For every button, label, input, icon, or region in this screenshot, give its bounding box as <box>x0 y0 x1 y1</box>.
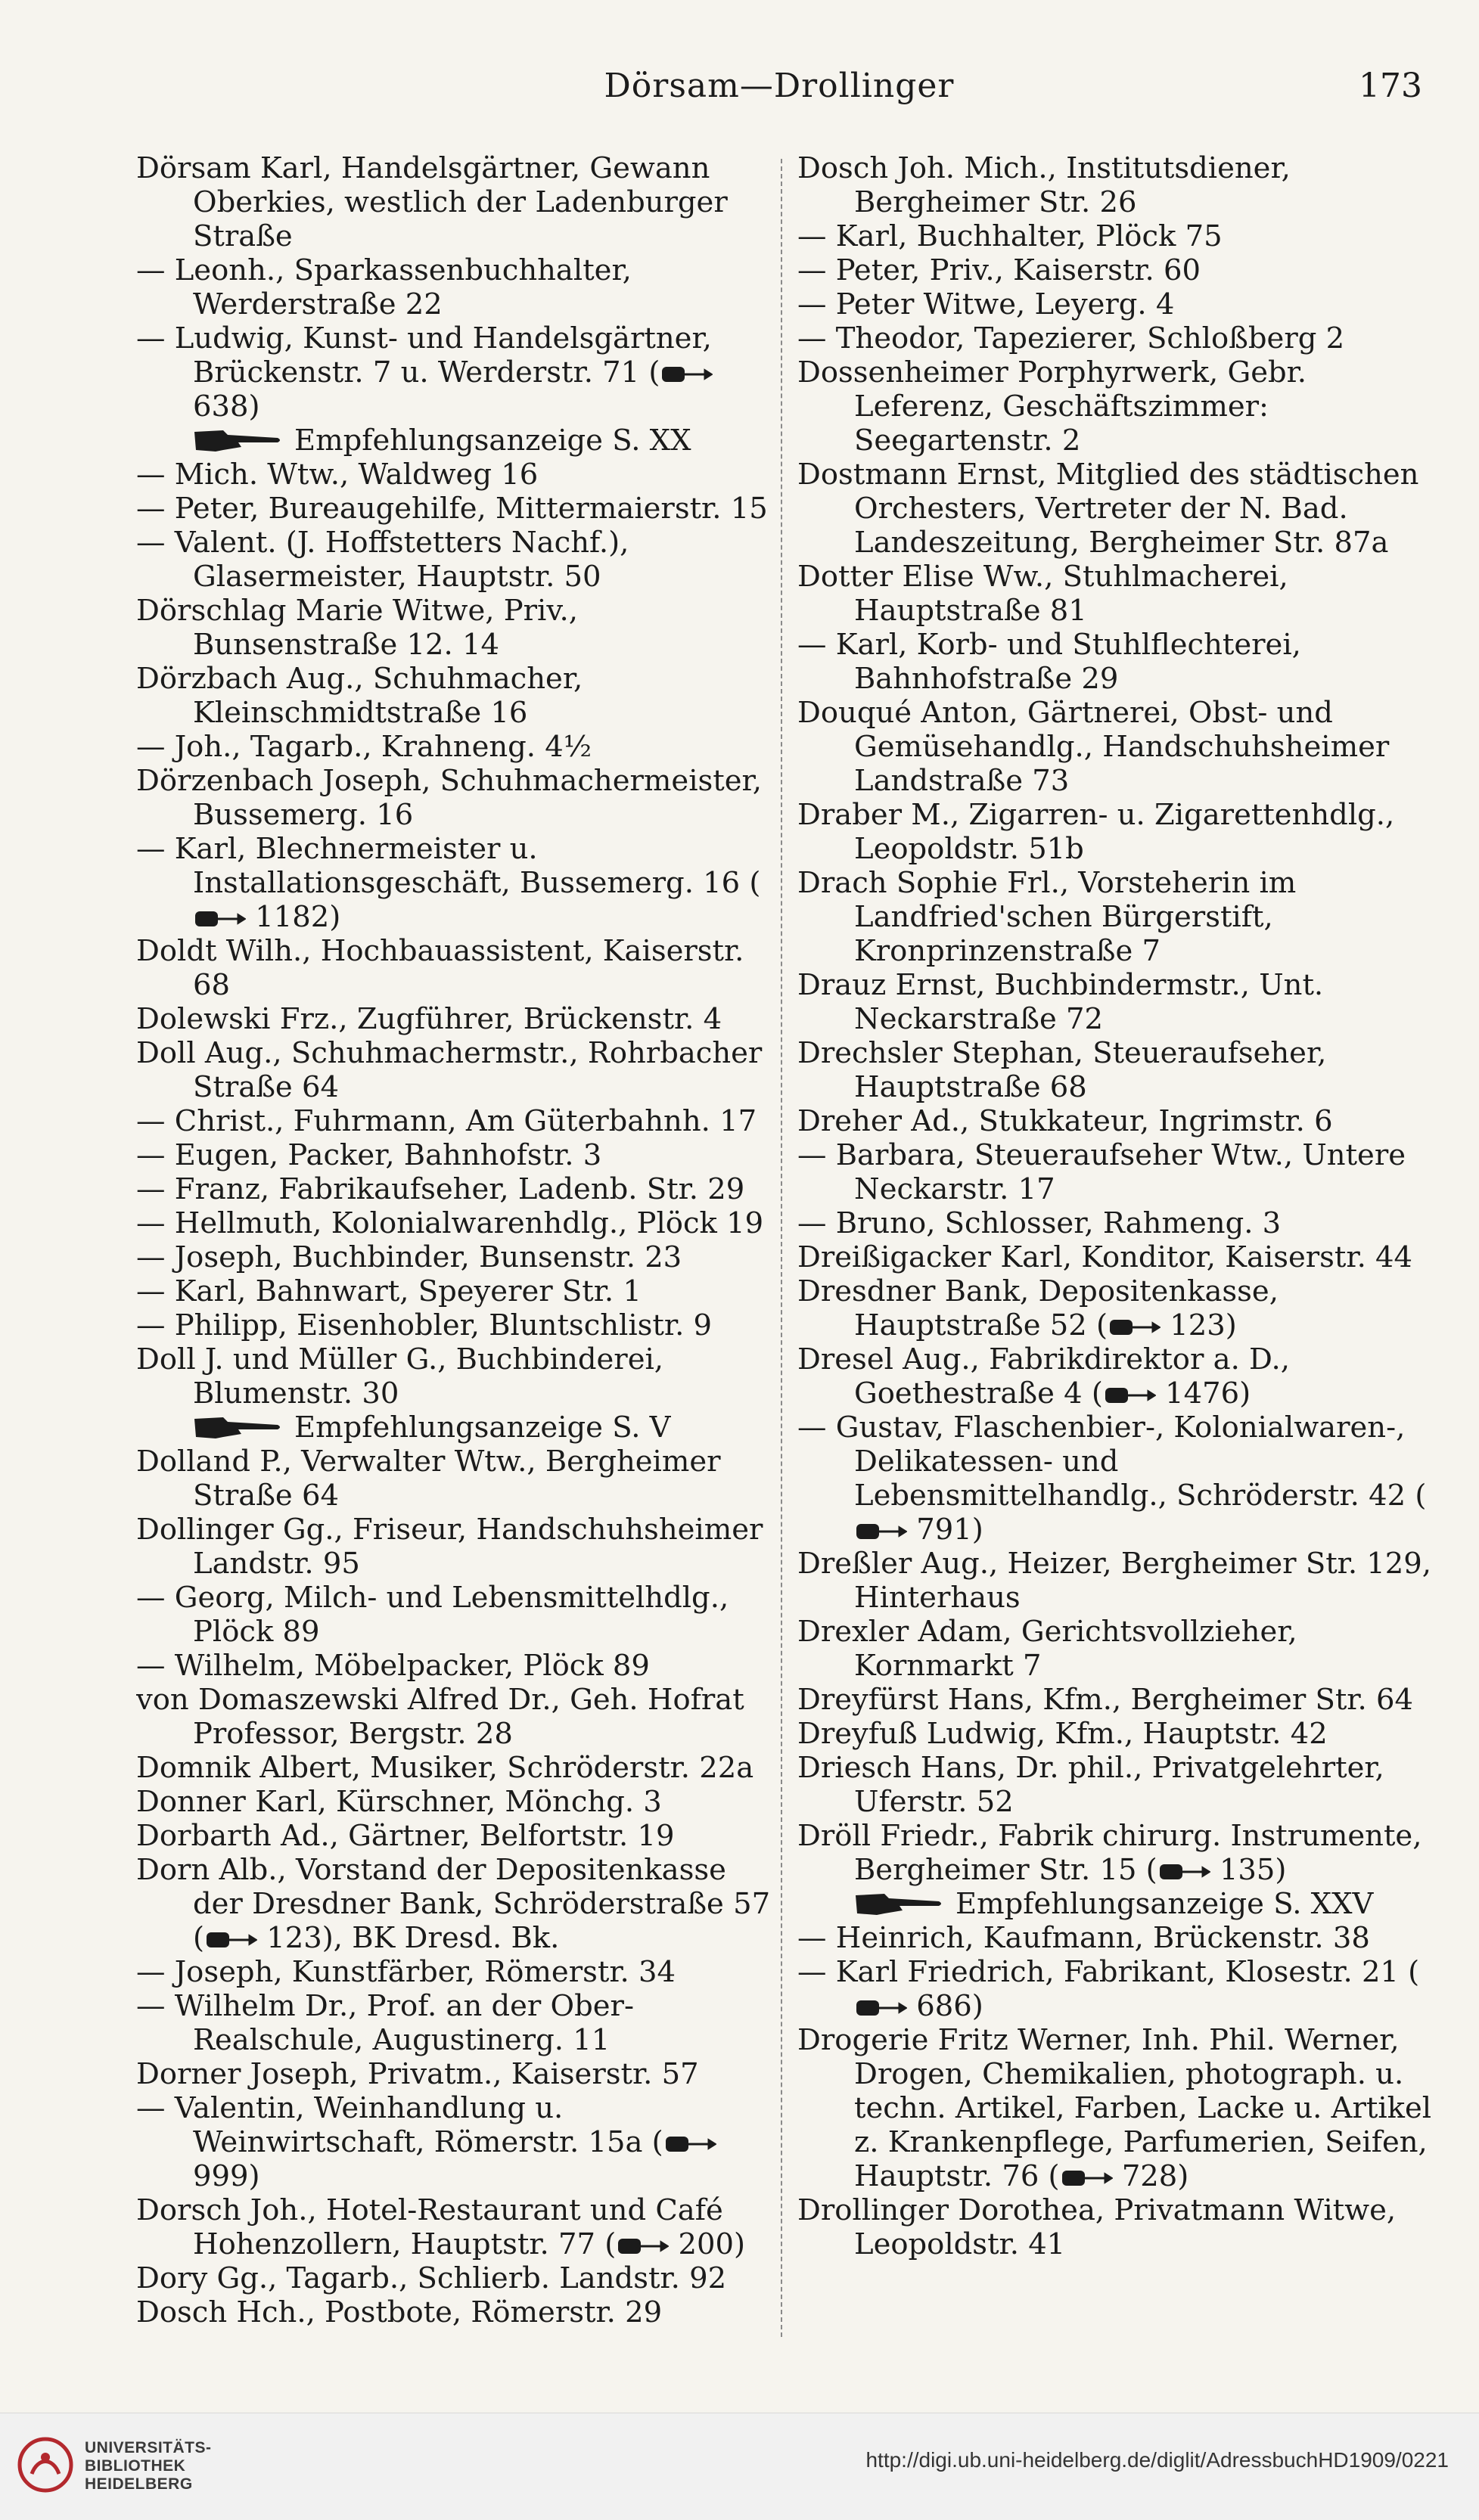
telephone-icon <box>616 2236 669 2256</box>
directory-entry: Dollinger Gg., Friseur, Handschuhsheimer Landstr. 95 <box>136 1513 763 1581</box>
directory-entry: — Georg, Milch- und Lebensmittelhdlg., Plöck 89 <box>136 1581 729 1649</box>
directory-entry: — Bruno, Schlosser, Rahmeng. 3 <box>797 1206 1282 1240</box>
directory-entry: Empfehlungsanzeige S. XXV <box>797 1887 1437 1921</box>
directory-entry: Drexler Adam, Gerichtsvollzieher, Kornmarkt 7 <box>797 1615 1297 1683</box>
source-url-link[interactable]: http://digi.ub.uni-heidelberg.de/diglit/AdressbuchHD1909/0221 <box>865 2448 1449 2472</box>
directory-entry: Dorner Joseph, Privatm., Kaiserstr. 57 <box>136 2057 699 2091</box>
telephone-icon <box>854 1998 907 2018</box>
directory-entry: — Gustav, Flaschenbier-, Kolonialwaren-, Delikatessen- und Lebensmittelhandlg., Schröderstr. 42 ( 791) <box>797 1411 1427 1547</box>
telephone-icon <box>1157 1862 1210 1882</box>
library-name-line: UNIVERSITÄTS- <box>85 2439 212 2456</box>
directory-entry: Dresel Aug., Fabrikdirektor a. D., Goethestraße 4 ( 1476) <box>797 1342 1291 1411</box>
directory-entry: — Joseph, Buchbinder, Bunsenstr. 23 <box>136 1240 682 1274</box>
directory-entry: — Christ., Fuhrmann, Am Güterbahnh. 17 <box>136 1104 757 1138</box>
directory-entry: Dröll Friedr., Fabrik chirurg. Instrumente, Bergheimer Str. 15 ( 135) <box>797 1819 1422 1887</box>
directory-entry: Douqué Anton, Gärtnerei, Obst- und Gemüsehandlg., Handschuhsheimer Landstraße 73 <box>797 696 1390 798</box>
column-divider <box>781 159 782 2337</box>
telephone-icon <box>1103 1386 1156 1405</box>
directory-entry: — Hellmuth, Kolonialwarenhdlg., Plöck 19 <box>136 1206 764 1240</box>
directory-entry: Dreßler Aug., Heizer, Bergheimer Str. 129, Hinterhaus <box>797 1547 1432 1615</box>
pointing-hand-icon <box>193 1414 284 1440</box>
directory-entry: — Peter, Bureaugehilfe, Mittermaierstr. 15 <box>136 492 768 526</box>
footer-bar <box>0 2413 1479 2520</box>
directory-entry: Dörzenbach Joseph, Schuhmachermeister, Bussemerg. 16 <box>136 764 762 832</box>
right-column <box>797 151 1437 2261</box>
directory-entry: — Valent. (J. Hoffstetters Nachf.), Glasermeister, Hauptstr. 50 <box>136 526 629 594</box>
directory-entry: Dreyfürst Hans, Kfm., Bergheimer Str. 64 <box>797 1683 1413 1717</box>
directory-entry: — Karl, Korb- und Stuhlflechterei, Bahnhofstraße 29 <box>797 628 1301 696</box>
directory-entry: Empfehlungsanzeige S. V <box>136 1411 779 1445</box>
directory-entry: — Valentin, Weinhandlung u. Weinwirtschaft, Römerstr. 15a ( 999) <box>136 2091 779 2193</box>
directory-entry: — Theodor, Tapezierer, Schloßberg 2 <box>797 321 1345 355</box>
directory-entry: Dresdner Bank, Depositenkasse, Hauptstraße 52 ( 123) <box>797 1274 1279 1342</box>
running-title: Dörsam—Drollinger <box>604 67 955 105</box>
directory-entry: Doll J. und Müller G., Buchbinderei, Blumenstr. 30 <box>136 1342 664 1411</box>
directory-entry: — Heinrich, Kaufmann, Brückenstr. 38 <box>797 1921 1370 1955</box>
directory-entry: — Peter, Priv., Kaiserstr. 60 <box>797 253 1201 287</box>
telephone-icon <box>193 909 246 929</box>
page-header <box>136 67 1422 119</box>
directory-entry: Dosch Joh. Mich., Institutsdiener, Bergheimer Str. 26 <box>797 151 1291 219</box>
directory-entry: — Franz, Fabrikaufseher, Ladenb. Str. 29 <box>136 1172 745 1206</box>
directory-entry: Donner Karl, Kürschner, Mönchg. 3 <box>136 1785 662 1819</box>
directory-entry: — Joh., Tagarb., Krahneng. 4½ <box>136 730 592 764</box>
directory-entry: — Wilhelm Dr., Prof. an der Ober-Realschule, Augustinerg. 11 <box>136 1989 634 2057</box>
directory-entry: Dostmann Ernst, Mitglied des städtischen Orchesters, Vertreter der N. Bad. Landeszeitung, Bergheimer Str. 87a <box>797 458 1419 560</box>
telephone-icon <box>1108 1317 1161 1337</box>
directory-entry: — Peter Witwe, Leyerg. 4 <box>797 287 1175 321</box>
directory-entry: Drach Sophie Frl., Vorsteherin im Landfried'schen Bürgerstift, Kronprinzenstraße 7 <box>797 866 1297 968</box>
left-column <box>136 151 779 2329</box>
telephone-icon <box>660 365 713 384</box>
directory-entry: Doll Aug., Schuhmachermstr., Rohrbacher Straße 64 <box>136 1036 763 1104</box>
telephone-icon <box>663 2134 716 2154</box>
directory-entry: Dory Gg., Tagarb., Schlierb. Landstr. 92 <box>136 2261 727 2295</box>
directory-entry: Dörschlag Marie Witwe, Priv., Bunsenstraße 12. 14 <box>136 594 579 662</box>
library-name-line: HEIDELBERG <box>85 2475 193 2493</box>
directory-entry: — Joseph, Kunstfärber, Römerstr. 34 <box>136 1955 676 1989</box>
pointing-hand-icon <box>854 1891 945 1916</box>
directory-entry: — Karl, Blechnermeister u. Installationsgeschäft, Bussemerg. 16 ( 1182) <box>136 832 761 934</box>
directory-entry: — Ludwig, Kunst- und Handelsgärtner, Brückenstr. 7 u. Werderstr. 71 ( 638) <box>136 321 712 424</box>
directory-entry: — Eugen, Packer, Bahnhofstr. 3 <box>136 1138 602 1172</box>
directory-entry: Empfehlungsanzeige S. XX <box>136 424 779 458</box>
library-name <box>85 2439 212 2494</box>
directory-entry: — Mich. Wtw., Waldweg 16 <box>136 458 539 492</box>
directory-entry: Dotter Elise Ww., Stuhlmacherei, Hauptstraße 81 <box>797 560 1288 628</box>
directory-entry: — Leonh., Sparkassenbuchhalter, Werderstraße 22 <box>136 253 632 321</box>
directory-entry: — Wilhelm, Möbelpacker, Plöck 89 <box>136 1649 650 1683</box>
directory-entry: Drechsler Stephan, Steueraufseher, Hauptstraße 68 <box>797 1036 1327 1104</box>
directory-entry: Dorn Alb., Vorstand der Depositenkasse der Dresdner Bank, Schröderstraße 57 ( 123), BK Dresd. Bk. <box>136 1853 771 1955</box>
directory-entry: Dorsch Joh., Hotel-Restaurant und Café Hohenzollern, Hauptstr. 77 ( 200) <box>136 2193 745 2261</box>
directory-entry: Drollinger Dorothea, Privatmann Witwe, Leopoldstr. 41 <box>797 2193 1397 2261</box>
telephone-icon <box>1060 2168 1113 2188</box>
directory-entry: Doldt Wilh., Hochbauassistent, Kaiserstr. 68 <box>136 934 744 1002</box>
directory-entry: Dosch Hch., Postbote, Römerstr. 29 <box>136 2295 663 2329</box>
directory-entry: Dreyfuß Ludwig, Kfm., Hauptstr. 42 <box>797 1717 1328 1751</box>
directory-entry: Draber M., Zigarren- u. Zigarettenhdlg., Leopoldstr. 51b <box>797 798 1395 866</box>
library-name-line: BIBLIOTHEK <box>85 2457 186 2475</box>
directory-entry: Domnik Albert, Musiker, Schröderstr. 22a <box>136 1751 754 1785</box>
directory-entry: — Karl, Buchhalter, Plöck 75 <box>797 219 1223 253</box>
directory-entry: Dolewski Frz., Zugführer, Brückenstr. 4 <box>136 1002 722 1036</box>
university-library-logo-icon <box>15 2435 76 2495</box>
directory-entry: — Philipp, Eisenhobler, Bluntschlistr. 9 <box>136 1308 713 1342</box>
directory-entry: Dorbarth Ad., Gärtner, Belfortstr. 19 <box>136 1819 675 1853</box>
directory-entry: Dörsam Karl, Handelsgärtner, Gewann Oberkies, westlich der Ladenburger Straße <box>136 151 728 253</box>
directory-entry: von Domaszewski Alfred Dr., Geh. Hofrat Professor, Bergstr. 28 <box>136 1683 744 1751</box>
directory-entry: Dörzbach Aug., Schuhmacher, Kleinschmidtstraße 16 <box>136 662 583 730</box>
page-number: 173 <box>1359 67 1422 105</box>
directory-entry: Drauz Ernst, Buchbindermstr., Unt. Neckarstraße 72 <box>797 968 1324 1036</box>
telephone-icon <box>854 1522 907 1541</box>
pointing-hand-icon <box>193 427 284 453</box>
directory-entry: — Karl Friedrich, Fabrikant, Klosestr. 21 ( 686) <box>797 1955 1420 2023</box>
directory-entry: Drogerie Fritz Werner, Inh. Phil. Werner, Drogen, Chemikalien, photograph. u. techn. Artikel, Farben, Lacke u. Artikel z. Krankenpflege, Parfumerien, Seifen, Hauptstr. 76 ( 728) <box>797 2023 1432 2193</box>
telephone-icon <box>204 1930 257 1950</box>
directory-entry: Driesch Hans, Dr. phil., Privatgelehrter, Uferstr. 52 <box>797 1751 1384 1819</box>
directory-entry: — Barbara, Steueraufseher Wtw., Untere Neckarstr. 17 <box>797 1138 1406 1206</box>
directory-entry: Dolland P., Verwalter Wtw., Bergheimer Straße 64 <box>136 1445 721 1513</box>
directory-entry: — Karl, Bahnwart, Speyerer Str. 1 <box>136 1274 642 1308</box>
directory-entry: Dossenheimer Porphyrwerk, Gebr. Leferenz, Geschäftszimmer: Seegartenstr. 2 <box>797 355 1307 458</box>
directory-entry: Dreher Ad., Stukkateur, Ingrimstr. 6 <box>797 1104 1333 1138</box>
directory-entry: Dreißigacker Karl, Konditor, Kaiserstr. 44 <box>797 1240 1413 1274</box>
